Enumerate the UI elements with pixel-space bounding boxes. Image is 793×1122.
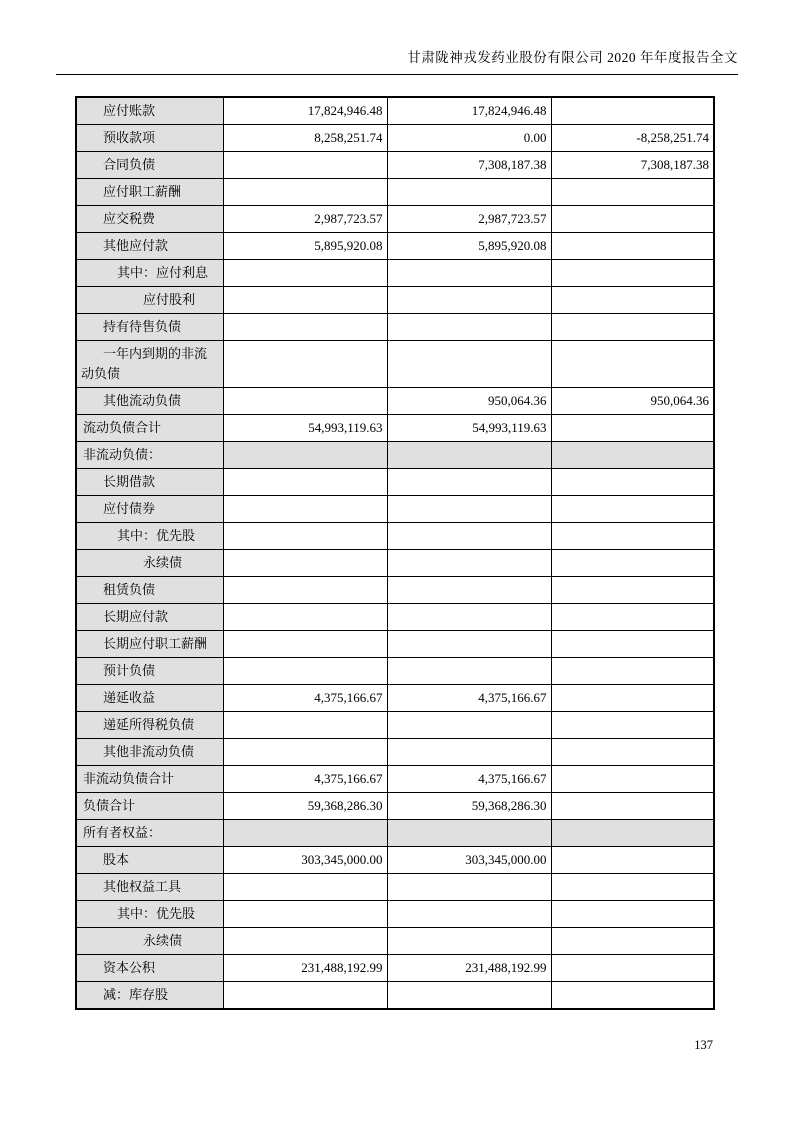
table-row [76,260,714,287]
value-cell [551,739,714,766]
row-label-cell: 长期应付款 [76,604,223,631]
value-cell: 231,488,192.99 [387,955,551,982]
row-label-cell: 其他非流动负债 [76,739,223,766]
table-row [76,604,714,631]
table-row [76,469,714,496]
value-cell [223,604,387,631]
row-label-cell: 长期借款 [76,469,223,496]
value-cell: 303,345,000.00 [223,847,387,874]
value-cell [551,206,714,233]
value-cell [551,469,714,496]
value-cell [223,496,387,523]
value-cell: 8,258,251.74 [223,125,387,152]
value-cell: 59,368,286.30 [387,793,551,820]
table-row [76,901,714,928]
value-cell [387,341,551,388]
value-cell [223,179,387,206]
value-cell [551,820,714,847]
row-label-cell: 递延收益 [76,685,223,712]
table-row [76,152,714,179]
table-row [76,982,714,1010]
value-cell [551,287,714,314]
value-cell [551,712,714,739]
row-label-cell: 应付职工薪酬 [76,179,223,206]
value-cell: 950,064.36 [551,388,714,415]
table-row [76,685,714,712]
value-cell [551,955,714,982]
value-cell [387,179,551,206]
table-row [76,793,714,820]
row-label-cell: 其中：应付利息 [76,260,223,287]
value-cell [223,523,387,550]
row-label-cell: 持有待售负债 [76,314,223,341]
value-cell [551,766,714,793]
table-row [76,125,714,152]
row-label-cell: 永续债 [76,928,223,955]
value-cell: -8,258,251.74 [551,125,714,152]
table-row [76,442,714,469]
value-cell [223,739,387,766]
row-label-cell: 长期应付职工薪酬 [76,631,223,658]
value-cell [387,928,551,955]
value-cell [551,901,714,928]
row-label-cell: 应付账款 [76,97,223,125]
table-row [76,658,714,685]
value-cell: 7,308,187.38 [387,152,551,179]
value-cell [387,820,551,847]
value-cell [551,577,714,604]
value-cell [223,901,387,928]
value-cell [223,658,387,685]
table-row [76,179,714,206]
row-label-cell: 租赁负债 [76,577,223,604]
row-label-cell: 负债合计 [76,793,223,820]
row-label-cell: 非流动负债： [76,442,223,469]
value-cell: 59,368,286.30 [223,793,387,820]
value-cell: 5,895,920.08 [387,233,551,260]
row-label-cell: 递延所得税负债 [76,712,223,739]
value-cell [551,496,714,523]
table-row [76,928,714,955]
row-label-cell: 应付股利 [76,287,223,314]
row-label-cell: 其他流动负债 [76,388,223,415]
value-cell [551,179,714,206]
page-header [56,46,738,75]
value-cell: 17,824,946.48 [387,97,551,125]
value-cell [551,685,714,712]
value-cell [387,631,551,658]
value-cell [551,260,714,287]
table-row [76,847,714,874]
value-cell [387,874,551,901]
value-cell [223,874,387,901]
value-cell [551,793,714,820]
table-row [76,712,714,739]
row-label-cell: 一年内到期的非流动负债 [76,341,223,388]
report-title: 甘肃陇神戎发药业股份有限公司 2020 年年度报告全文 [407,50,738,65]
value-cell [551,97,714,125]
table-row [76,874,714,901]
value-cell [551,341,714,388]
table-row [76,415,714,442]
row-label-cell: 应交税费 [76,206,223,233]
value-cell: 2,987,723.57 [223,206,387,233]
row-label-cell: 预计负债 [76,658,223,685]
table-row [76,577,714,604]
row-label-cell: 股本 [76,847,223,874]
row-label-cell: 应付债券 [76,496,223,523]
value-cell [551,442,714,469]
value-cell [387,287,551,314]
table-row [76,233,714,260]
table-row [76,955,714,982]
table-row [76,496,714,523]
value-cell [551,415,714,442]
value-cell [223,712,387,739]
table-row [76,206,714,233]
value-cell [223,820,387,847]
value-cell [387,260,551,287]
value-cell [223,152,387,179]
value-cell [387,604,551,631]
page-number: 137 [694,1038,713,1052]
value-cell [387,314,551,341]
value-cell [223,550,387,577]
value-cell [223,928,387,955]
value-cell [551,847,714,874]
value-cell [551,233,714,260]
table-row [76,97,714,125]
row-label-cell: 所有者权益： [76,820,223,847]
value-cell [551,631,714,658]
value-cell [551,874,714,901]
value-cell [387,496,551,523]
value-cell [387,523,551,550]
row-label-cell: 其中：优先股 [76,901,223,928]
value-cell [551,982,714,1010]
table-row [76,739,714,766]
table-row [76,631,714,658]
value-cell [387,442,551,469]
value-cell [551,314,714,341]
value-cell [387,982,551,1010]
table-row [76,341,714,388]
table-row [76,388,714,415]
value-cell [387,577,551,604]
value-cell: 54,993,119.63 [223,415,387,442]
value-cell: 4,375,166.67 [223,685,387,712]
row-label-cell: 其他应付款 [76,233,223,260]
value-cell: 0.00 [387,125,551,152]
table-row [76,314,714,341]
value-cell [223,577,387,604]
value-cell: 7,308,187.38 [551,152,714,179]
table-row [76,550,714,577]
row-label-cell: 预收款项 [76,125,223,152]
value-cell [551,928,714,955]
table-row [76,523,714,550]
table-row [76,766,714,793]
table-row [76,820,714,847]
balance-sheet-table [75,96,715,1010]
value-cell [551,550,714,577]
value-cell: 2,987,723.57 [387,206,551,233]
value-cell [387,739,551,766]
value-cell [387,469,551,496]
row-label-cell: 永续债 [76,550,223,577]
value-cell [387,658,551,685]
row-label-cell: 资本公积 [76,955,223,982]
value-cell [223,442,387,469]
value-cell [223,631,387,658]
row-label-cell: 合同负债 [76,152,223,179]
value-cell: 4,375,166.67 [223,766,387,793]
row-label-cell: 流动负债合计 [76,415,223,442]
value-cell [223,314,387,341]
value-cell [223,260,387,287]
balance-sheet-body [76,97,714,1009]
table-row [76,287,714,314]
row-label-cell: 其他权益工具 [76,874,223,901]
row-label-cell: 非流动负债合计 [76,766,223,793]
value-cell: 5,895,920.08 [223,233,387,260]
value-cell: 54,993,119.63 [387,415,551,442]
value-cell: 4,375,166.67 [387,766,551,793]
value-cell: 950,064.36 [387,388,551,415]
value-cell [223,341,387,388]
value-cell: 231,488,192.99 [223,955,387,982]
value-cell: 303,345,000.00 [387,847,551,874]
value-cell: 17,824,946.48 [223,97,387,125]
value-cell [223,287,387,314]
row-label-cell: 减：库存股 [76,982,223,1010]
value-cell [387,550,551,577]
value-cell [387,901,551,928]
value-cell [223,982,387,1010]
row-label-cell: 其中：优先股 [76,523,223,550]
value-cell: 4,375,166.67 [387,685,551,712]
value-cell [387,712,551,739]
value-cell [551,604,714,631]
value-cell [223,469,387,496]
value-cell [223,388,387,415]
value-cell [551,658,714,685]
value-cell [551,523,714,550]
